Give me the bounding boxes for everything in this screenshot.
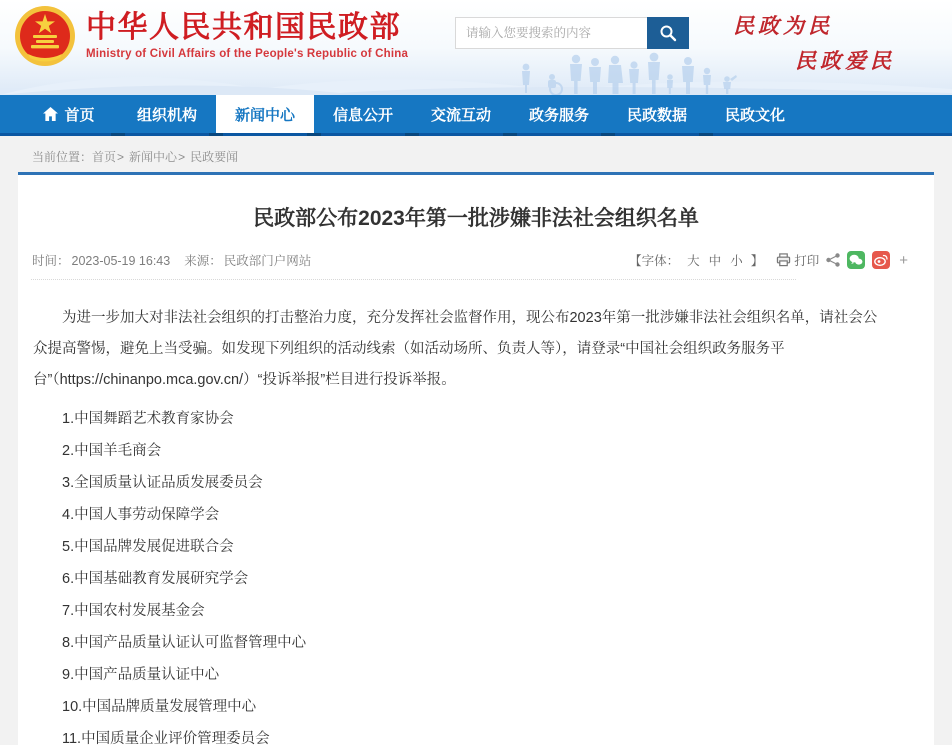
site-subtitle: Ministry of Civil Affairs of the People's Republic of China (86, 48, 409, 60)
org-list-item: 9.中国产品质量认证中心 (62, 667, 220, 683)
nav-item-news-center[interactable] (216, 95, 314, 133)
weibo-icon (874, 254, 888, 266)
time-label: 时间： (32, 254, 70, 268)
font-size-label-close: 】 (750, 254, 764, 268)
site-title: 中华人民共和国民政部 (86, 11, 401, 44)
org-list-item: 3.全国质量认证品质发展委员会 (62, 475, 263, 491)
search-button[interactable] (647, 17, 689, 49)
nav-item-gov-services[interactable] (510, 95, 608, 133)
time-value: 2023-05-19 16:43 (71, 254, 171, 268)
font-size-small[interactable]: 小 (730, 254, 743, 268)
breadcrumb-news-center[interactable]: 新闻中心 (129, 150, 178, 164)
article-tools (629, 251, 908, 269)
font-size-label-open: 【字体： (629, 254, 680, 268)
magnifier-icon (659, 24, 677, 42)
org-list-item: 2.中国羊毛商会 (62, 443, 162, 459)
meta-divider (31, 279, 796, 280)
print-button[interactable] (776, 251, 819, 269)
nav-item-home[interactable] (20, 95, 118, 133)
article-paragraph: 为进一步加大对非法社会组织的打击整治力度，充分发挥社会监督作用，现公布2023年第一批涉嫌非法社会组织名单，请社会公众提高警惕，避免上当受骗。如发现下列组织的活动线索（如活动场所、负责人等），请登录“中国社会组织政务服务平台”（https://chinanpo.mca.gov.cn/）“投诉举报”栏目进行投诉举报。 (33, 310, 878, 388)
font-size-large[interactable]: 大 (687, 254, 700, 268)
org-list-item: 10.中国品牌质量发展管理中心 (62, 699, 257, 715)
org-list-item: 6.中国基础教育发展研究学会 (62, 571, 249, 587)
nav-item-label: 政务服务 (528, 106, 589, 124)
breadcrumb (0, 136, 952, 172)
org-list-item: 1.中国舞蹈艺术教育家协会 (62, 411, 234, 427)
breadcrumb-separator: > (178, 150, 186, 164)
wechat-icon (849, 254, 863, 266)
nav-item-label: 交流互动 (430, 106, 491, 124)
org-list-item: 4.中国人事劳动保障学会 (62, 507, 220, 523)
site-title-block (86, 12, 408, 60)
nav-item-civil-data[interactable] (608, 95, 706, 133)
source-value: 民政部门户网站 (223, 254, 312, 268)
nav-item-label: 组织机构 (136, 106, 197, 124)
font-size-medium[interactable]: 中 (708, 254, 722, 268)
nav-item-label: 新闻中心 (234, 106, 295, 124)
source-label: 来源： (184, 254, 222, 268)
slogan-line-1: 民政为民 (733, 13, 833, 38)
site-search (455, 17, 689, 49)
nav-item-info-disclosure[interactable] (314, 95, 412, 133)
article-container (18, 172, 934, 745)
slogan-line-2: 民政爱民 (795, 48, 895, 73)
breadcrumb-separator: > (117, 150, 125, 164)
nav-item-organization[interactable] (118, 95, 216, 133)
breadcrumb-civil-news[interactable]: 民政要闻 (190, 150, 239, 164)
nav-item-label: 民政文化 (724, 106, 785, 124)
article-meta-left (32, 251, 313, 269)
nav-item-label: 信息公开 (332, 106, 393, 124)
org-list-item: 5.中国品牌发展促进联合会 (62, 539, 234, 555)
nav-item-interaction[interactable] (412, 95, 510, 133)
slogan-calligraphy (733, 10, 895, 75)
org-list (33, 403, 890, 745)
share-button[interactable] (826, 253, 840, 267)
more-share-button[interactable]: + (899, 251, 908, 269)
people-silhouettes (518, 51, 753, 95)
print-label: 打印 (794, 254, 820, 268)
nav-item-label: 首页 (64, 106, 95, 124)
org-list-item: 11.中国质量企业评价管理委员会 (62, 731, 270, 745)
share-nodes-icon (826, 253, 840, 267)
main-nav (0, 95, 952, 136)
home-icon (43, 107, 58, 121)
printer-icon (776, 253, 791, 267)
article-body (18, 303, 934, 745)
nav-item-label: 民政数据 (626, 106, 687, 124)
org-list-item: 7.中国农村发展基金会 (62, 603, 205, 619)
breadcrumb-label: 当前位置： (32, 150, 93, 164)
breadcrumb-home[interactable]: 首页 (92, 150, 117, 164)
org-list-item: 8.中国产品质量认证认可监督管理中心 (62, 635, 307, 651)
site-header (0, 0, 952, 95)
national-emblem-icon (14, 5, 76, 67)
nav-item-civil-culture[interactable] (706, 95, 804, 133)
weibo-share-button[interactable] (872, 251, 890, 269)
wechat-share-button[interactable] (847, 251, 865, 269)
article-meta-row (32, 251, 908, 269)
article-title: 民政部公布2023年第一批涉嫌非法社会组织名单 (253, 207, 699, 230)
search-input[interactable] (455, 17, 647, 49)
